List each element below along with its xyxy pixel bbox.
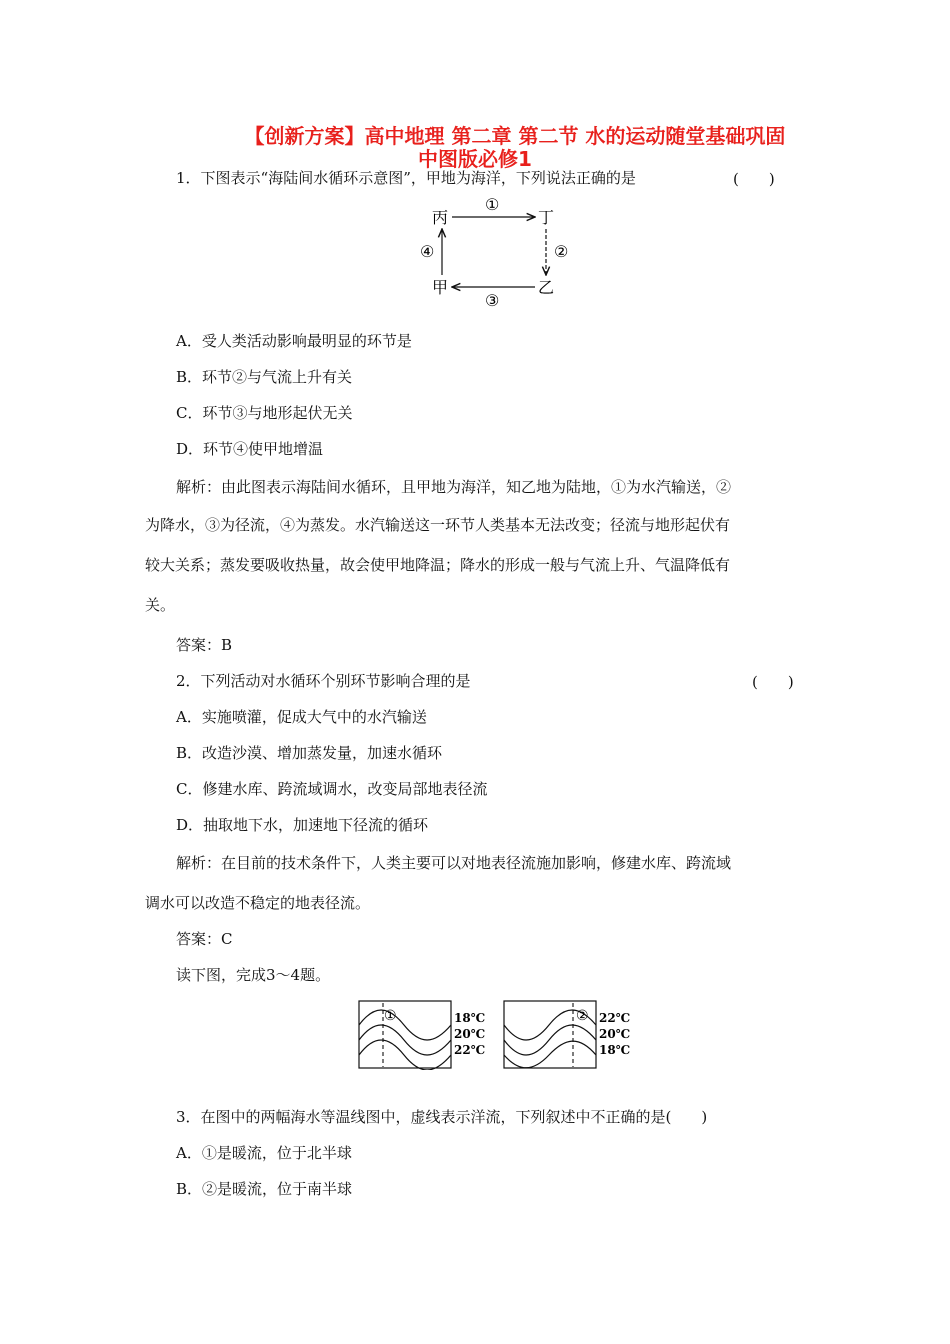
q1-analysis-line3: 较大关系；蒸发要吸收热量，故会使甲地降温；降水的形成一般与气流上升、气温降低有 xyxy=(145,556,731,574)
node-ding: 丁 xyxy=(538,208,555,227)
q2-answer-bracket: ( ) xyxy=(752,673,794,691)
q2-option-d: D．抽取地下水，加速地下径流的循环 xyxy=(176,816,429,834)
q1-analysis-line4: 关。 xyxy=(145,596,176,614)
q1-analysis-line1: 解析：由此图表示海陆间水循环，且甲地为海洋，知乙地为陆地，①为水汽输送，② xyxy=(176,478,732,496)
right-isotherm-label-3: 18℃ xyxy=(599,1043,631,1057)
q1-answer: 答案：B xyxy=(176,636,233,654)
q1-analysis-line2: 为降水，③为径流，④为蒸发。水汽输送这一环节人类基本无法改变；径流与地形起伏有 xyxy=(145,516,731,534)
q3-4-intro: 读下图，完成3～4题。 xyxy=(176,966,331,984)
q1-option-c: C．环节③与地形起伏无关 xyxy=(176,404,353,422)
q3-option-a: A．①是暖流，位于北半球 xyxy=(176,1144,352,1162)
left-isotherm-label-1: 18℃ xyxy=(454,1011,486,1025)
label-arrow-4: ④ xyxy=(420,242,435,261)
q2-stem: 2．下列活动对水循环个别环节影响合理的是 xyxy=(176,672,471,690)
q2-option-b: B．改造沙漠、增加蒸发量，加速水循环 xyxy=(176,744,443,762)
isotherm-figure-right xyxy=(503,1000,643,1070)
q2-option-c: C．修建水库、跨流域调水，改变局部地表径流 xyxy=(176,780,488,798)
isotherm-figure-left xyxy=(358,1000,498,1070)
q1-answer-bracket: ( ) xyxy=(733,170,775,188)
q2-answer: 答案：C xyxy=(176,930,233,948)
document-title-line1: 【创新方案】高中地理 第二章 第二节 水的运动随堂基础巩固 xyxy=(244,124,786,148)
node-yi: 乙 xyxy=(538,278,555,297)
left-isotherm-label-3: 22℃ xyxy=(454,1043,486,1057)
water-cycle-diagram xyxy=(420,195,580,310)
q1-option-d: D．环节④使甲地增温 xyxy=(176,440,324,458)
label-arrow-2: ② xyxy=(554,242,569,261)
q1-option-b: B．环节②与气流上升有关 xyxy=(176,368,353,386)
left-isotherm-label-2: 20℃ xyxy=(454,1027,486,1041)
label-arrow-3: ③ xyxy=(485,291,500,310)
q3-stem: 3．在图中的两幅海水等温线图中，虚线表示洋流，下列叙述中不正确的是( ) xyxy=(176,1108,708,1126)
q3-option-b: B．②是暖流，位于南半球 xyxy=(176,1180,353,1198)
node-bing: 丙 xyxy=(432,208,449,227)
q2-option-a: A．实施喷灌，促成大气中的水汽输送 xyxy=(176,708,427,726)
q1-stem: 1．下图表示“海陆间水循环示意图”，甲地为海洋，下列说法正确的是 xyxy=(176,169,636,187)
marker-1: ① xyxy=(384,1008,397,1024)
label-arrow-1: ① xyxy=(485,195,500,214)
q2-analysis-line1: 解析：在目前的技术条件下，人类主要可以对地表径流施加影响，修建水库、跨流域 xyxy=(176,854,732,872)
right-isotherm-label-2: 20℃ xyxy=(599,1027,631,1041)
q2-analysis-line2: 调水可以改造不稳定的地表径流。 xyxy=(145,894,371,912)
document-title-line2: 中图版必修1 xyxy=(418,147,532,171)
node-jia: 甲 xyxy=(432,278,449,297)
marker-2: ② xyxy=(576,1008,589,1024)
right-isotherm-label-1: 22℃ xyxy=(599,1011,631,1025)
q1-option-a: A．受人类活动影响最明显的环节是 xyxy=(176,332,412,350)
